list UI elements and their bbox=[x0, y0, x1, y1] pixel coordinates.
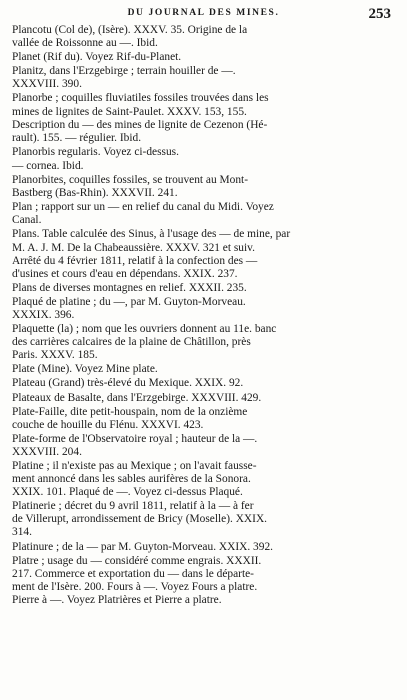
index-entry bbox=[12, 541, 396, 554]
entry-line: XXXVIII. 390. bbox=[12, 78, 82, 91]
index-entry bbox=[12, 282, 396, 295]
entry-line: Platinerie ; décret du 9 avril 1811, relatif à la — à fer bbox=[12, 500, 254, 513]
entry-line: Pierre à —. Voyez Platrières et Pierre a platre. bbox=[12, 593, 222, 606]
page-number: 253 bbox=[368, 6, 391, 22]
entry-line: Plate-forme de l'Observatoire royal ; hauteur de la —. bbox=[12, 432, 258, 445]
entry-line: Planorbites, coquilles fossiles, se trouvent au Mont- bbox=[12, 174, 249, 187]
entry-line: Bastberg (Bas-Rhin). XXXVII. 241. bbox=[12, 187, 178, 200]
index-entry bbox=[12, 433, 396, 459]
running-head bbox=[14, 6, 393, 24]
entry-line: XXXVIII. 204. bbox=[12, 445, 82, 458]
index-entry bbox=[12, 228, 396, 280]
index-entry bbox=[12, 51, 396, 64]
index-entry bbox=[12, 65, 396, 91]
index-entry bbox=[12, 160, 396, 173]
entry-line: 314. bbox=[12, 526, 32, 539]
index-entry bbox=[12, 460, 396, 499]
index-entry bbox=[12, 24, 396, 50]
entry-line: Platre ; usage du — considéré comme engrais. XXXII. bbox=[12, 554, 262, 567]
entry-line: Platinure ; de la — par M. Guyton-Morveau. XXIX. 392. bbox=[12, 540, 273, 553]
entry-line: Plateaux de Basalte, dans l'Erzgebirge. XXXVIII. 429. bbox=[12, 391, 262, 404]
entry-line: de Villerupt, arrondissement de Bricy (Moselle). XXIX. bbox=[12, 513, 268, 526]
entry-line: M. A. J. M. De la Chabeaussière. XXXV. 321 et suiv. bbox=[12, 241, 255, 254]
entry-line: — cornea. Ibid. bbox=[12, 159, 84, 172]
entry-line: Plaqué de platine ; du —, par M. Guyton-Morveau. bbox=[12, 295, 246, 308]
entry-line: 217. Commerce et exportation du — dans le départe- bbox=[12, 567, 254, 580]
entry-line: Platine ; il n'existe pas au Mexique ; on l'avait fausse- bbox=[12, 460, 257, 472]
entry-line: Arrêté du 4 février 1811, relatif à la confection des — bbox=[12, 254, 258, 267]
index-entry bbox=[12, 500, 396, 539]
index-entry bbox=[12, 323, 396, 362]
entry-line: Canal. bbox=[12, 214, 42, 227]
entry-line: Planorbe ; coquilles fluviatiles fossiles trouvées dans les bbox=[12, 92, 269, 105]
entry-line: vallée de Roissonne au —. Ibid. bbox=[12, 37, 158, 50]
entry-line: des carrières calcaires de la plaine de Châtillon, près bbox=[12, 336, 251, 349]
entry-line: Plate-Faille, dite petit-houspain, nom de la onzième bbox=[12, 405, 248, 418]
entry-line: Plans de diverses montagnes en relief. XXXII. 235. bbox=[12, 281, 247, 294]
entry-line: Plancotu (Col de), (Isère). XXXV. 35. Origine de la bbox=[12, 24, 248, 36]
entry-line: XXIX. 101. Plaqué de —. Voyez ci-dessus Plaqué. bbox=[12, 486, 243, 499]
index-entry bbox=[12, 363, 396, 376]
entry-line: ment de l'Isère. 200. Fours à —. Voyez Fours a platre. bbox=[12, 580, 258, 593]
index-entry bbox=[12, 201, 396, 227]
index-entry bbox=[12, 174, 396, 200]
entry-line: Planet (Rif du). Voyez Rif-du-Planet. bbox=[12, 51, 182, 64]
index-entry bbox=[12, 296, 396, 322]
entry-line: Planorbis regularis. Voyez ci-dessus. bbox=[12, 145, 179, 158]
index-entry bbox=[12, 392, 396, 405]
entry-line: Plan ; rapport sur un — en relief du canal du Midi. Voyez bbox=[12, 201, 274, 214]
entry-line: Plateau (Grand) très-élevé du Mexique. XXIX. 92. bbox=[12, 377, 244, 390]
entry-line: Plaquette (la) ; nom que les ouvriers donnent au 11e. banc bbox=[12, 323, 277, 336]
entry-line: d'usines et cours d'eau en dépendans. XXIX. 237. bbox=[12, 267, 238, 280]
index-entry bbox=[12, 92, 396, 144]
index-entries bbox=[12, 24, 396, 608]
entry-line: mines de lignites de Saint-Paulet. XXXV. 153, 155. bbox=[12, 105, 247, 118]
entry-line: couche de houille du Flénu. XXXVI. 423. bbox=[12, 418, 204, 431]
running-title: DU JOURNAL DES MINES. bbox=[127, 8, 280, 18]
entry-line: Plans. Table calculée des Sinus, à l'usage des — de mine, par bbox=[12, 228, 291, 241]
entry-line: rault). 155. — régulier. Ibid. bbox=[12, 131, 142, 144]
index-entry bbox=[12, 406, 396, 432]
entry-line: Description du — des mines de lignite de Cezenon (Hé- bbox=[12, 118, 268, 131]
entry-line: ment annoncé dans les sables aurifères de la Sonora. bbox=[12, 473, 251, 486]
entry-line: Plate (Mine). Voyez Mine plate. bbox=[12, 363, 158, 376]
entry-line: XXXIX. 396. bbox=[12, 308, 75, 321]
index-entry bbox=[12, 146, 396, 159]
index-entry bbox=[12, 377, 396, 390]
entry-line: Paris. XXXV. 185. bbox=[12, 349, 98, 362]
entry-line: Planitz, dans l'Erzgebirge ; terrain houiller de —. bbox=[12, 65, 236, 78]
index-entry bbox=[12, 555, 396, 607]
